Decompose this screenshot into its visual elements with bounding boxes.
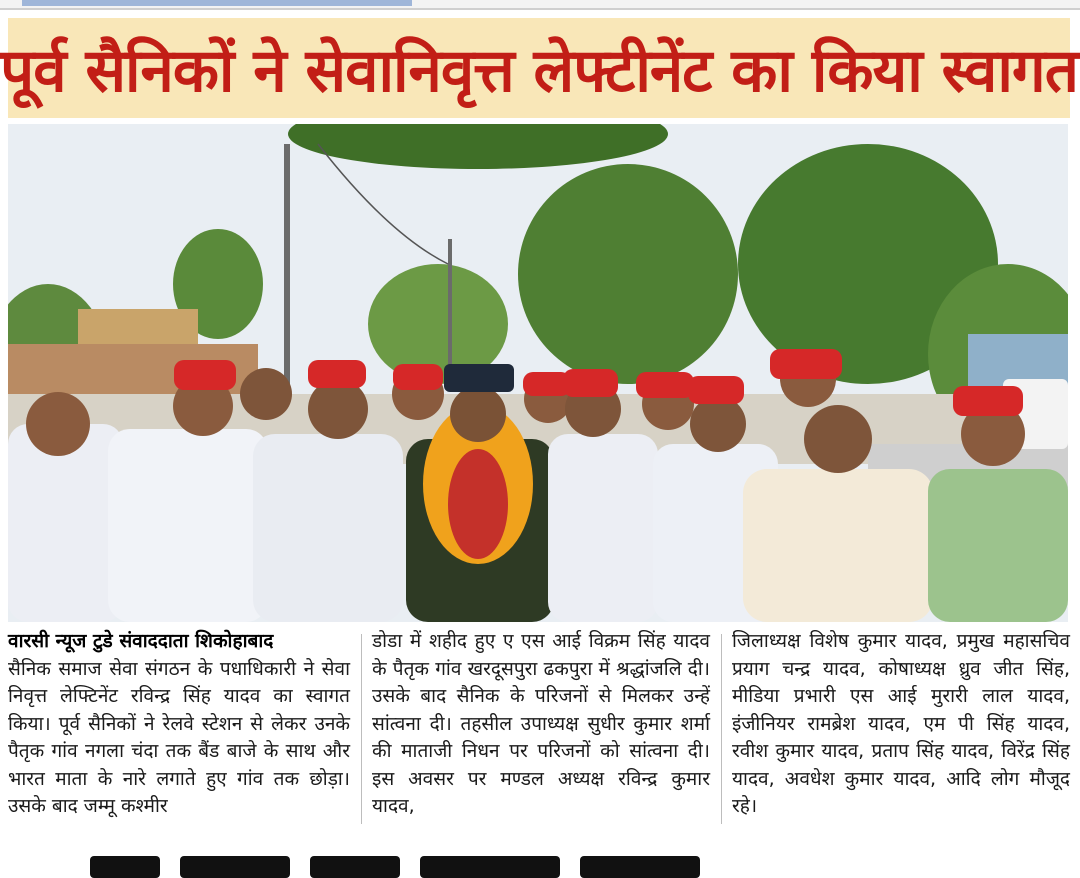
article-column-3	[732, 628, 1070, 828]
article-column-1	[8, 628, 350, 828]
byline: वारसी न्यूज टुडे संवाददाता शिकोहाबाद	[8, 630, 274, 652]
article-text-1: सैनिक समाज सेवा संगठन के पधाधिकारी ने सेवा निवृत्त लेफ्टिनेंट रविन्द्र सिंह यादव का स्वागत किया। पूर्व सैनिकों ने रेलवे स्टेशन से लेकर उनके पैतृक गांव नगला चंदा तक बैंड बाजे के साथ और भारत माता के नारे लगाते हुए गांव तक छोड़ा। उसके बाद जम्मू कश्मीर	[8, 657, 350, 817]
top-strip	[0, 0, 1080, 10]
headline-box	[0, 18, 1078, 118]
article-body	[8, 628, 1070, 828]
group-photo-illustration	[8, 124, 1068, 622]
top-strip-bar	[22, 0, 412, 6]
headline: पूर्व सैनिकों ने सेवानिवृत्त लेफ्टीनेंट का किया स्वागत	[0, 36, 1078, 106]
top-strip-line	[0, 8, 1080, 10]
column-divider	[361, 634, 362, 824]
column-divider	[721, 634, 722, 824]
article-text-3: जिलाध्यक्ष विशेष कुमार यादव, प्रमुख महासचिव प्रयाग चन्द्र यादव, कोषाध्यक्ष ध्रुव जीत सिंह, मीडिया प्रभारी एस आई मुरारी लाल यादव, इंजीनियर रामब्रेश यादव, एम पी सिंह यादव, रवीश कुमार यादव, प्रताप सिंह यादव, विरेंद्र सिंह यादव, अवधेश कुमार यादव, आदि लोग मौजूद रहे।	[732, 630, 1070, 817]
article-column-2	[372, 628, 710, 828]
cut-off-next-headline	[60, 838, 760, 878]
article-text-2: डोडा में शहीद हुए ए एस आई विक्रम सिंह यादव के पैतृक गांव खरदूसपुरा ढकपुरा में श्रद्धांजलि दी। उसके बाद सैनिक के परिजनों से मिलकर उन्हें सांत्वना दी। तहसील उपाध्यक्ष सुधीर कुमार शर्मा की माताजी निधन पर परिजनों को सांत्वना दी। इस अवसर पर मण्डल अध्यक्ष रविन्द्र कुमार यादव,	[372, 630, 710, 817]
news-photo	[8, 124, 1068, 622]
